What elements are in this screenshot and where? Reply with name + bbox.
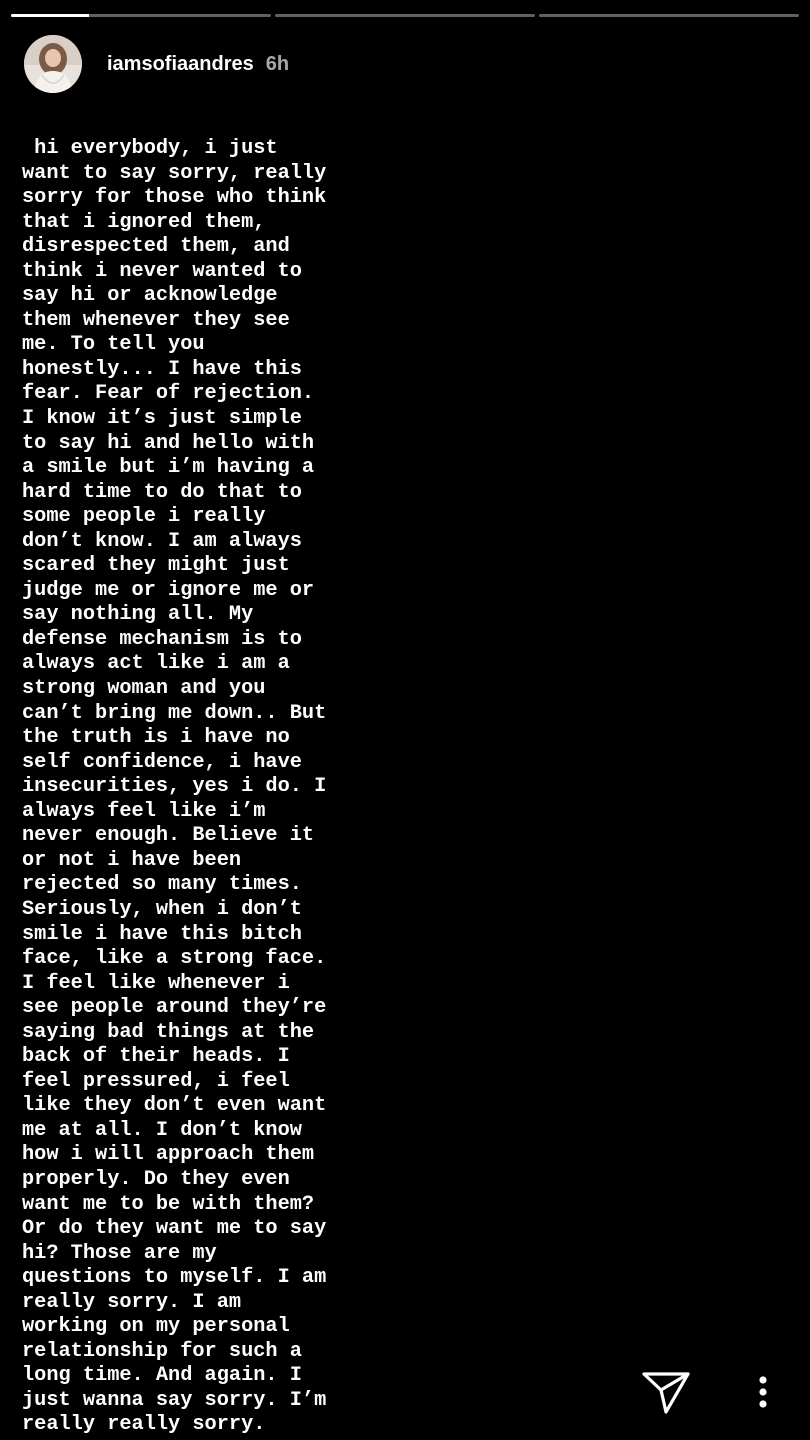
story-line: really really sorry. <box>22 1413 266 1437</box>
story-line: face, like a strong face. <box>22 947 327 971</box>
story-line: fear. Fear of rejection. <box>22 382 315 406</box>
story-line: Or do they want me to say <box>22 1217 327 1241</box>
story-line: hi everybody, i just <box>22 137 278 160</box>
post-time: 6h <box>265 52 290 75</box>
story-line: long time. And again. I <box>22 1364 302 1388</box>
story-line: me at all. I don’t know <box>22 1118 302 1142</box>
story-line: I know it’s just simple <box>22 407 302 431</box>
story-line: really sorry. I am <box>22 1290 242 1314</box>
story-line: think i never wanted to <box>22 259 302 283</box>
avatar[interactable] <box>24 35 82 93</box>
story-line: always feel like i’m <box>22 799 266 823</box>
story-line: always act like i am a <box>22 652 290 676</box>
story-line: judge me or ignore me or <box>22 578 315 602</box>
story-line: just wanna say sorry. I’m <box>22 1388 327 1412</box>
story-line: scared they might just <box>22 554 290 578</box>
story-line: defense mechanism is to <box>22 627 302 651</box>
username[interactable]: iamsofiaandres <box>107 52 254 75</box>
story-line: that i ignored them, <box>22 210 266 234</box>
story-line: how i will approach them <box>22 1143 315 1167</box>
story-line: disrespected them, and <box>22 235 290 259</box>
story-line: want to say sorry, really <box>22 161 327 185</box>
story-progress-bar <box>11 14 799 18</box>
story-line: to say hi and hello with <box>22 431 315 455</box>
story-line: like they don’t even want <box>22 1094 327 1118</box>
story-line: or not i have been <box>22 848 242 872</box>
story-line: them whenever they see <box>22 308 290 332</box>
story-header <box>24 34 289 94</box>
story-line: a smile but i’m having a <box>22 456 315 480</box>
progress-segment-2 <box>275 14 535 17</box>
progress-segment-3 <box>539 14 799 17</box>
story-line: questions to myself. I am <box>22 1266 327 1290</box>
story-line: say nothing all. My <box>22 603 254 627</box>
story-line: never enough. Believe it <box>22 824 315 848</box>
story-line: some people i really <box>22 505 266 529</box>
profile-photo-icon <box>24 35 82 93</box>
more-options-button[interactable] <box>748 1372 778 1414</box>
story-line: Seriously, when i don’t <box>22 897 302 921</box>
story-text <box>22 137 402 1438</box>
story-line: self confidence, i have <box>22 750 302 774</box>
story-line: insecurities, yes i do. I <box>22 775 327 799</box>
send-paper-plane-icon <box>640 1368 692 1416</box>
more-vertical-icon <box>748 1372 778 1414</box>
story-line: me. To tell you <box>22 333 205 357</box>
story-line: the truth is i have no <box>22 726 290 750</box>
progress-segment-1 <box>11 14 271 17</box>
story-line: I feel like whenever i <box>22 971 290 995</box>
story-line: working on my personal <box>22 1315 290 1339</box>
story-line: relationship for such a <box>22 1339 302 1363</box>
story-line: don’t know. I am always <box>22 529 302 553</box>
story-line: properly. Do they even <box>22 1167 290 1191</box>
story-line: feel pressured, i feel <box>22 1069 290 1093</box>
story-line: say hi or acknowledge <box>22 284 278 308</box>
story-line: hard time to do that to <box>22 480 302 504</box>
story-line: back of their heads. I <box>22 1045 290 1069</box>
progress-fill-1 <box>11 14 89 17</box>
story-line: see people around they’re <box>22 996 327 1020</box>
story-line: saying bad things at the <box>22 1020 315 1044</box>
story-line: rejected so many times. <box>22 873 302 897</box>
story-line: sorry for those who think <box>22 186 327 210</box>
story-line: honestly... I have this <box>22 357 302 381</box>
story-line: want me to be with them? <box>22 1192 315 1216</box>
story-line: smile i have this bitch <box>22 922 302 946</box>
share-button[interactable] <box>640 1368 692 1416</box>
story-line: can’t bring me down.. But <box>22 701 327 725</box>
story-line: hi? Those are my <box>22 1241 217 1265</box>
story-line: strong woman and you <box>22 677 266 701</box>
